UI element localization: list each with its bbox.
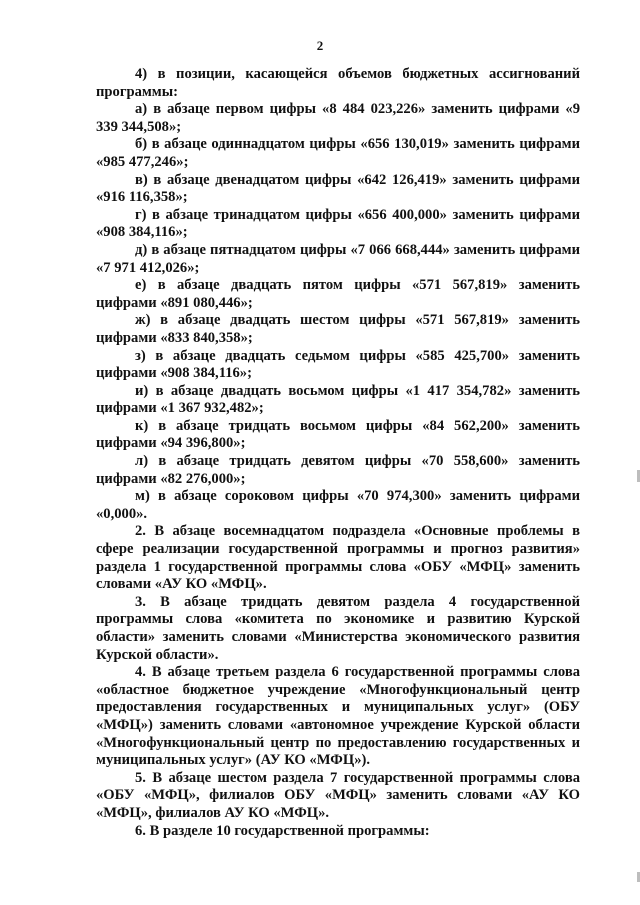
paragraph-section-6: 6. В разделе 10 государственной программы: xyxy=(135,822,430,839)
paragraph-section-3: 3. В абзаце тридцать девятом раздела 4 государственной программы слова «комитета по экономике и развитию Курской области» заменить словами «Министерства экономического развития Курской области». xyxy=(96,593,580,663)
paragraph-subitem-l: л) в абзаце тридцать девятом цифры «70 558,600» заменить цифрами «82 276,000»; xyxy=(96,453,580,487)
paragraph-subitem-a: а) в абзаце первом цифры «8 484 023,226» заменить цифрами «9 339 344,508»; xyxy=(96,101,580,135)
paragraph-section-5: 5. В абзаце шестом раздела 7 государственной программы слова «ОБУ «МФЦ», филиалов ОБУ «МФЦ» заменить словами «АУ КО «МФЦ», филиалов АУ КО «МФЦ». xyxy=(96,769,580,821)
paragraph-subitem-zh: ж) в абзаце двадцать шестом цифры «571 567,819» заменить цифрами «833 840,358»; xyxy=(96,312,580,346)
paragraph-item-4: 4) в позиции, касающейся объемов бюджетных ассигнований программы: xyxy=(96,66,580,100)
paragraph-section-4: 4. В абзаце третьем раздела 6 государственной программы слова «областное бюджетное учреждение «Многофункциональный центр предоставления государственных и муниципальных услуг» (ОБУ «МФЦ») заменить словами «автономное учреждение Курской области «Многофункциональный центр по предоставлению государственных и муниципальных услуг» (АУ КО «МФЦ»). xyxy=(96,664,580,769)
paragraph-subitem-e: е) в абзаце двадцать пятом цифры «571 567,819» заменить цифрами «891 080,446»; xyxy=(96,277,580,311)
page-number: 2 xyxy=(316,38,324,53)
paragraph-subitem-m: м) в абзаце сороковом цифры «70 974,300» заменить цифрами «0,000». xyxy=(96,488,580,522)
document-body xyxy=(96,66,580,840)
paragraph-subitem-z: з) в абзаце двадцать седьмом цифры «585 425,700» заменить цифрами «908 384,116»; xyxy=(96,347,580,382)
paragraph-section-2: 2. В абзаце восемнадцатом подраздела «Основные проблемы в сфере реализации государственной программы и прогноз развития» раздела 1 государственной программы слова «ОБУ «МФЦ» заменить словами «АУ КО «МФЦ». xyxy=(96,523,580,593)
paragraph-subitem-d: д) в абзаце пятнадцатом цифры «7 066 668,444» заменить цифрами «7 971 412,026»; xyxy=(96,241,580,276)
paragraph-subitem-g: г) в абзаце тринадцатом цифры «656 400,000» заменить цифрами «908 384,116»; xyxy=(96,206,580,241)
paragraph-subitem-k: к) в абзаце тридцать восьмом цифры «84 562,200» заменить цифрами «94 396,800»; xyxy=(96,417,580,452)
paragraph-subitem-v: в) в абзаце двенадцатом цифры «642 126,419» заменить цифрами «916 116,358»; xyxy=(96,171,580,206)
paragraph-subitem-b: б) в абзаце одиннадцатом цифры «656 130,019» заменить цифрами «985 477,246»; xyxy=(96,136,580,170)
paragraph-subitem-i: и) в абзаце двадцать восьмом цифры «1 417 354,782» заменить цифрами «1 367 932,482»; xyxy=(96,382,580,417)
